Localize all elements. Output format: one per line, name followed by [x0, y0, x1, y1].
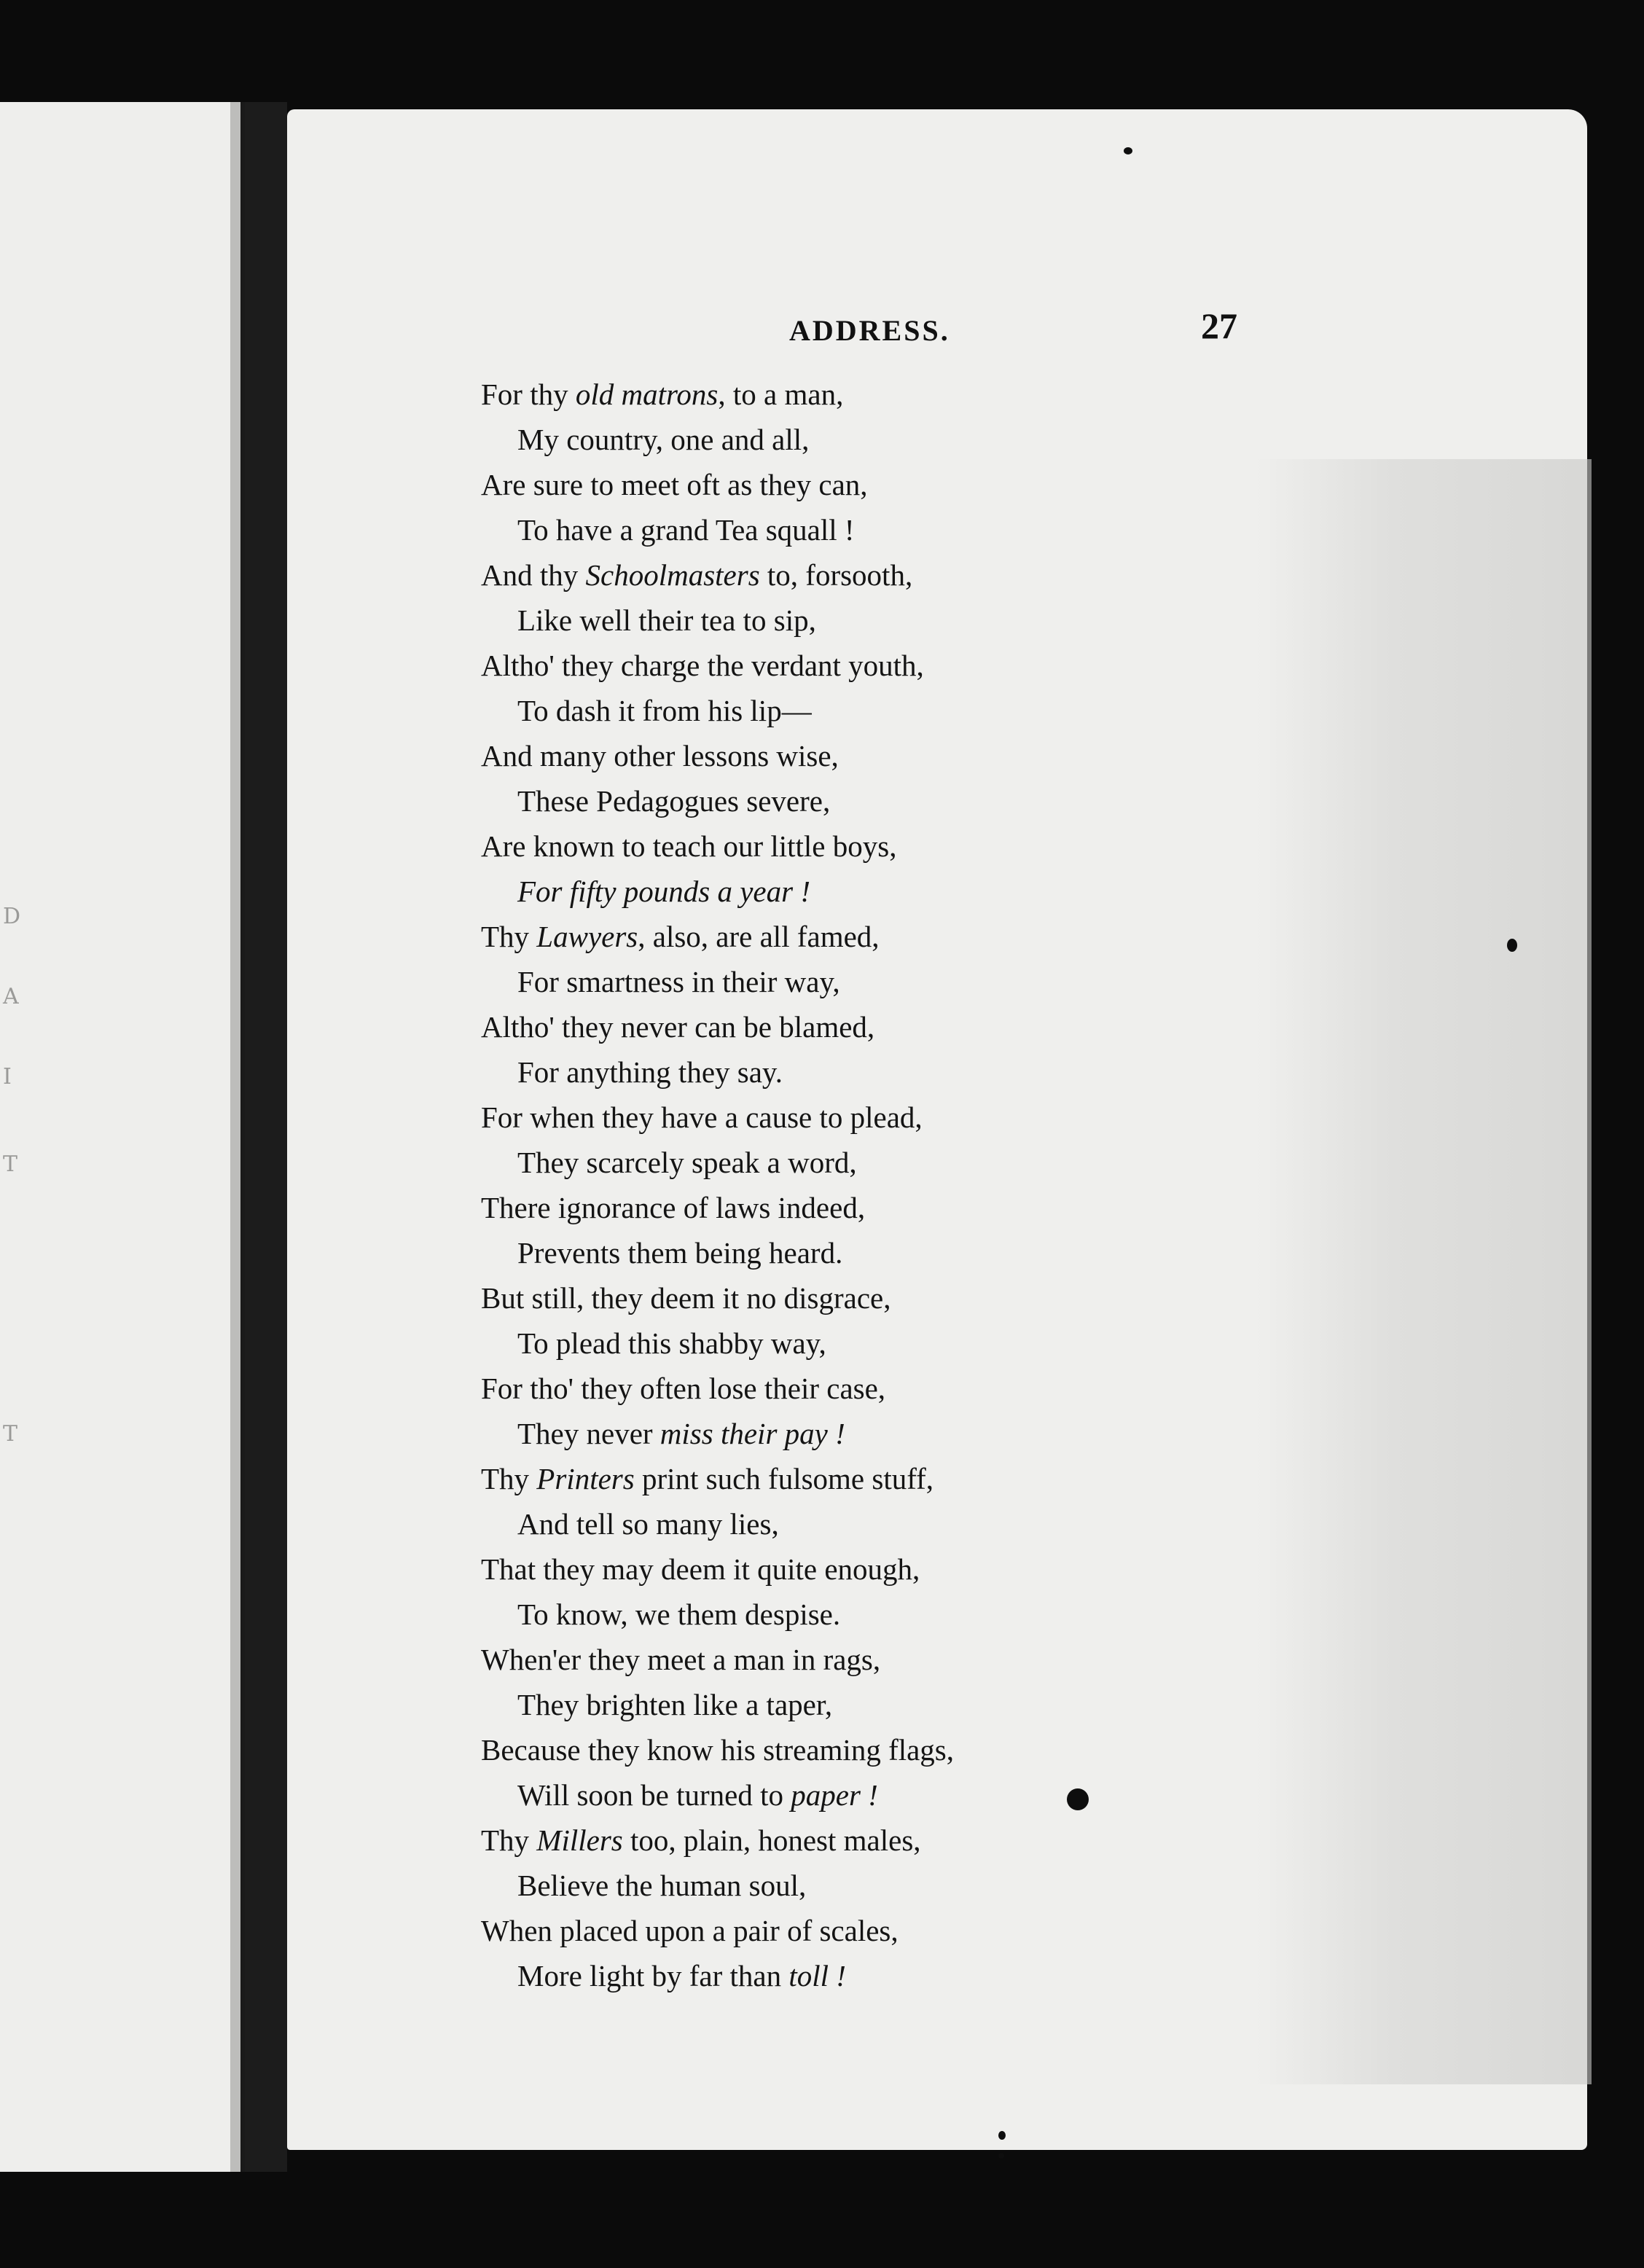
poem-line [481, 1411, 1355, 1456]
ink-blot [1067, 1788, 1089, 1810]
poem-line [481, 1366, 1355, 1411]
poem-line [481, 1637, 1355, 1682]
page-number: 27 [1201, 305, 1237, 346]
poem-line [481, 1095, 1355, 1140]
poem-line-text: For thy [481, 378, 576, 411]
poem-line-text: For tho' they often lose their case, [481, 1372, 886, 1405]
poem-line-italic-text: Schoolmasters [585, 558, 760, 592]
poem-line-text: They brighten like a taper, [517, 1688, 833, 1721]
poem-line-text: Thy [481, 1462, 537, 1495]
poem-line-text: Believe the human soul, [517, 1869, 807, 1902]
poem-line [481, 643, 1355, 688]
left-margin-mark: T [3, 1421, 18, 1447]
poem-line-text: For anything they say. [517, 1055, 783, 1089]
poem-line [481, 1049, 1355, 1095]
poem-line [481, 1818, 1355, 1863]
poem-line-text: Thy [481, 920, 537, 953]
poem-line-text: Are known to teach our little boys, [481, 829, 897, 863]
poem-line [481, 372, 1355, 417]
running-head: ADDRESS. [789, 314, 950, 347]
poem-line-text: To dash it from his lip— [517, 694, 812, 727]
poem-line [481, 1456, 1355, 1501]
left-margin-mark: D [3, 904, 21, 929]
poem-line [481, 1592, 1355, 1637]
poem-line-text: They never [517, 1417, 660, 1450]
poem-line-text: Prevents them being heard. [517, 1236, 843, 1270]
poem-line-text: For smartness in their way, [517, 965, 840, 998]
poem-line [481, 598, 1355, 643]
left-page-fragment [0, 102, 245, 2172]
poem-line-italic-text: old matrons [575, 378, 719, 411]
ink-speck [1507, 939, 1517, 952]
left-margin-mark: I [3, 1064, 12, 1090]
poem-line-text: , also, are all famed, [638, 920, 880, 953]
poem-line [481, 733, 1355, 778]
poem-line-text: Altho' they never can be blamed, [481, 1010, 875, 1044]
poem-line [481, 507, 1355, 552]
poem-text-block [481, 372, 1355, 1998]
poem-line-text: to, forsooth, [759, 558, 913, 592]
ink-speck [998, 2153, 1004, 2159]
poem-line [481, 1230, 1355, 1275]
poem-line [481, 869, 1355, 914]
poem-line-text: But still, they deem it no disgrace, [481, 1281, 891, 1315]
poem-line-text: When'er they meet a man in rags, [481, 1643, 881, 1676]
poem-line-text: For when they have a cause to plead, [481, 1100, 923, 1134]
poem-line-text: Are sure to meet oft as they can, [481, 468, 868, 501]
poem-line-text: That they may deem it quite enough, [481, 1552, 920, 1586]
poem-line-text: They scarcely speak a word, [517, 1146, 857, 1179]
poem-line-text: Altho' they charge the verdant youth, [481, 649, 924, 682]
poem-line-italic-text: toll ! [788, 1959, 846, 1993]
poem-line-text: And tell so many lies, [517, 1507, 779, 1541]
poem-line [481, 959, 1355, 1004]
poem-line [481, 1546, 1355, 1592]
poem-line-text: And many other lessons wise, [481, 739, 839, 773]
poem-line-text: To have a grand Tea squall ! [517, 513, 855, 547]
ink-speck [998, 2131, 1006, 2140]
left-margin-mark: A [3, 984, 19, 1009]
poem-line-text: To know, we them despise. [517, 1598, 841, 1631]
poem-line [481, 1682, 1355, 1727]
poem-line [481, 1275, 1355, 1321]
poem-line [481, 1321, 1355, 1366]
poem-line-text: , to a man, [718, 378, 844, 411]
poem-line-text: Will soon be turned to [517, 1778, 791, 1812]
poem-line-text: print such fulsome stuff, [634, 1462, 934, 1495]
poem-line-text: There ignorance of laws indeed, [481, 1191, 866, 1224]
poem-line-text: These Pedagogues severe, [517, 784, 831, 818]
poem-line-italic-text: Millers [536, 1823, 623, 1857]
poem-line [481, 688, 1355, 733]
poem-line [481, 824, 1355, 869]
poem-line-text: More light by far than [517, 1959, 789, 1993]
poem-line [481, 1953, 1355, 1998]
poem-line-italic-text: Printers [536, 1462, 635, 1495]
book-spine [245, 102, 287, 2172]
left-margin-mark: T [3, 1151, 18, 1177]
poem-line-text: When placed upon a pair of scales, [481, 1914, 899, 1947]
poem-line-text: Like well their tea to sip, [517, 603, 816, 637]
poem-line-text: My country, one and all, [517, 423, 810, 456]
poem-line-text: To plead this shabby way, [517, 1326, 826, 1360]
poem-line [481, 1501, 1355, 1546]
poem-line-text: Thy [481, 1823, 537, 1857]
poem-line [481, 1185, 1355, 1230]
poem-line [481, 417, 1355, 462]
poem-line-italic-text: For fifty pounds a year ! [517, 875, 810, 908]
poem-line [481, 778, 1355, 824]
poem-line [481, 462, 1355, 507]
poem-line [481, 1863, 1355, 1908]
ink-speck [1124, 147, 1132, 155]
poem-line [481, 1727, 1355, 1772]
poem-line [481, 552, 1355, 598]
poem-line [481, 1004, 1355, 1049]
poem-line [481, 1908, 1355, 1953]
poem-line [481, 914, 1355, 959]
poem-line-italic-text: Lawyers [536, 920, 638, 953]
poem-line-text: Because they know his streaming flags, [481, 1733, 955, 1767]
poem-line-text: too, plain, honest males, [622, 1823, 921, 1857]
poem-line [481, 1772, 1355, 1818]
poem-line [481, 1140, 1355, 1185]
poem-line-text: And thy [481, 558, 586, 592]
poem-line-italic-text: paper ! [791, 1778, 878, 1812]
poem-line-italic-text: miss their pay ! [659, 1417, 845, 1450]
left-page-gutter-shadow [230, 102, 240, 2172]
